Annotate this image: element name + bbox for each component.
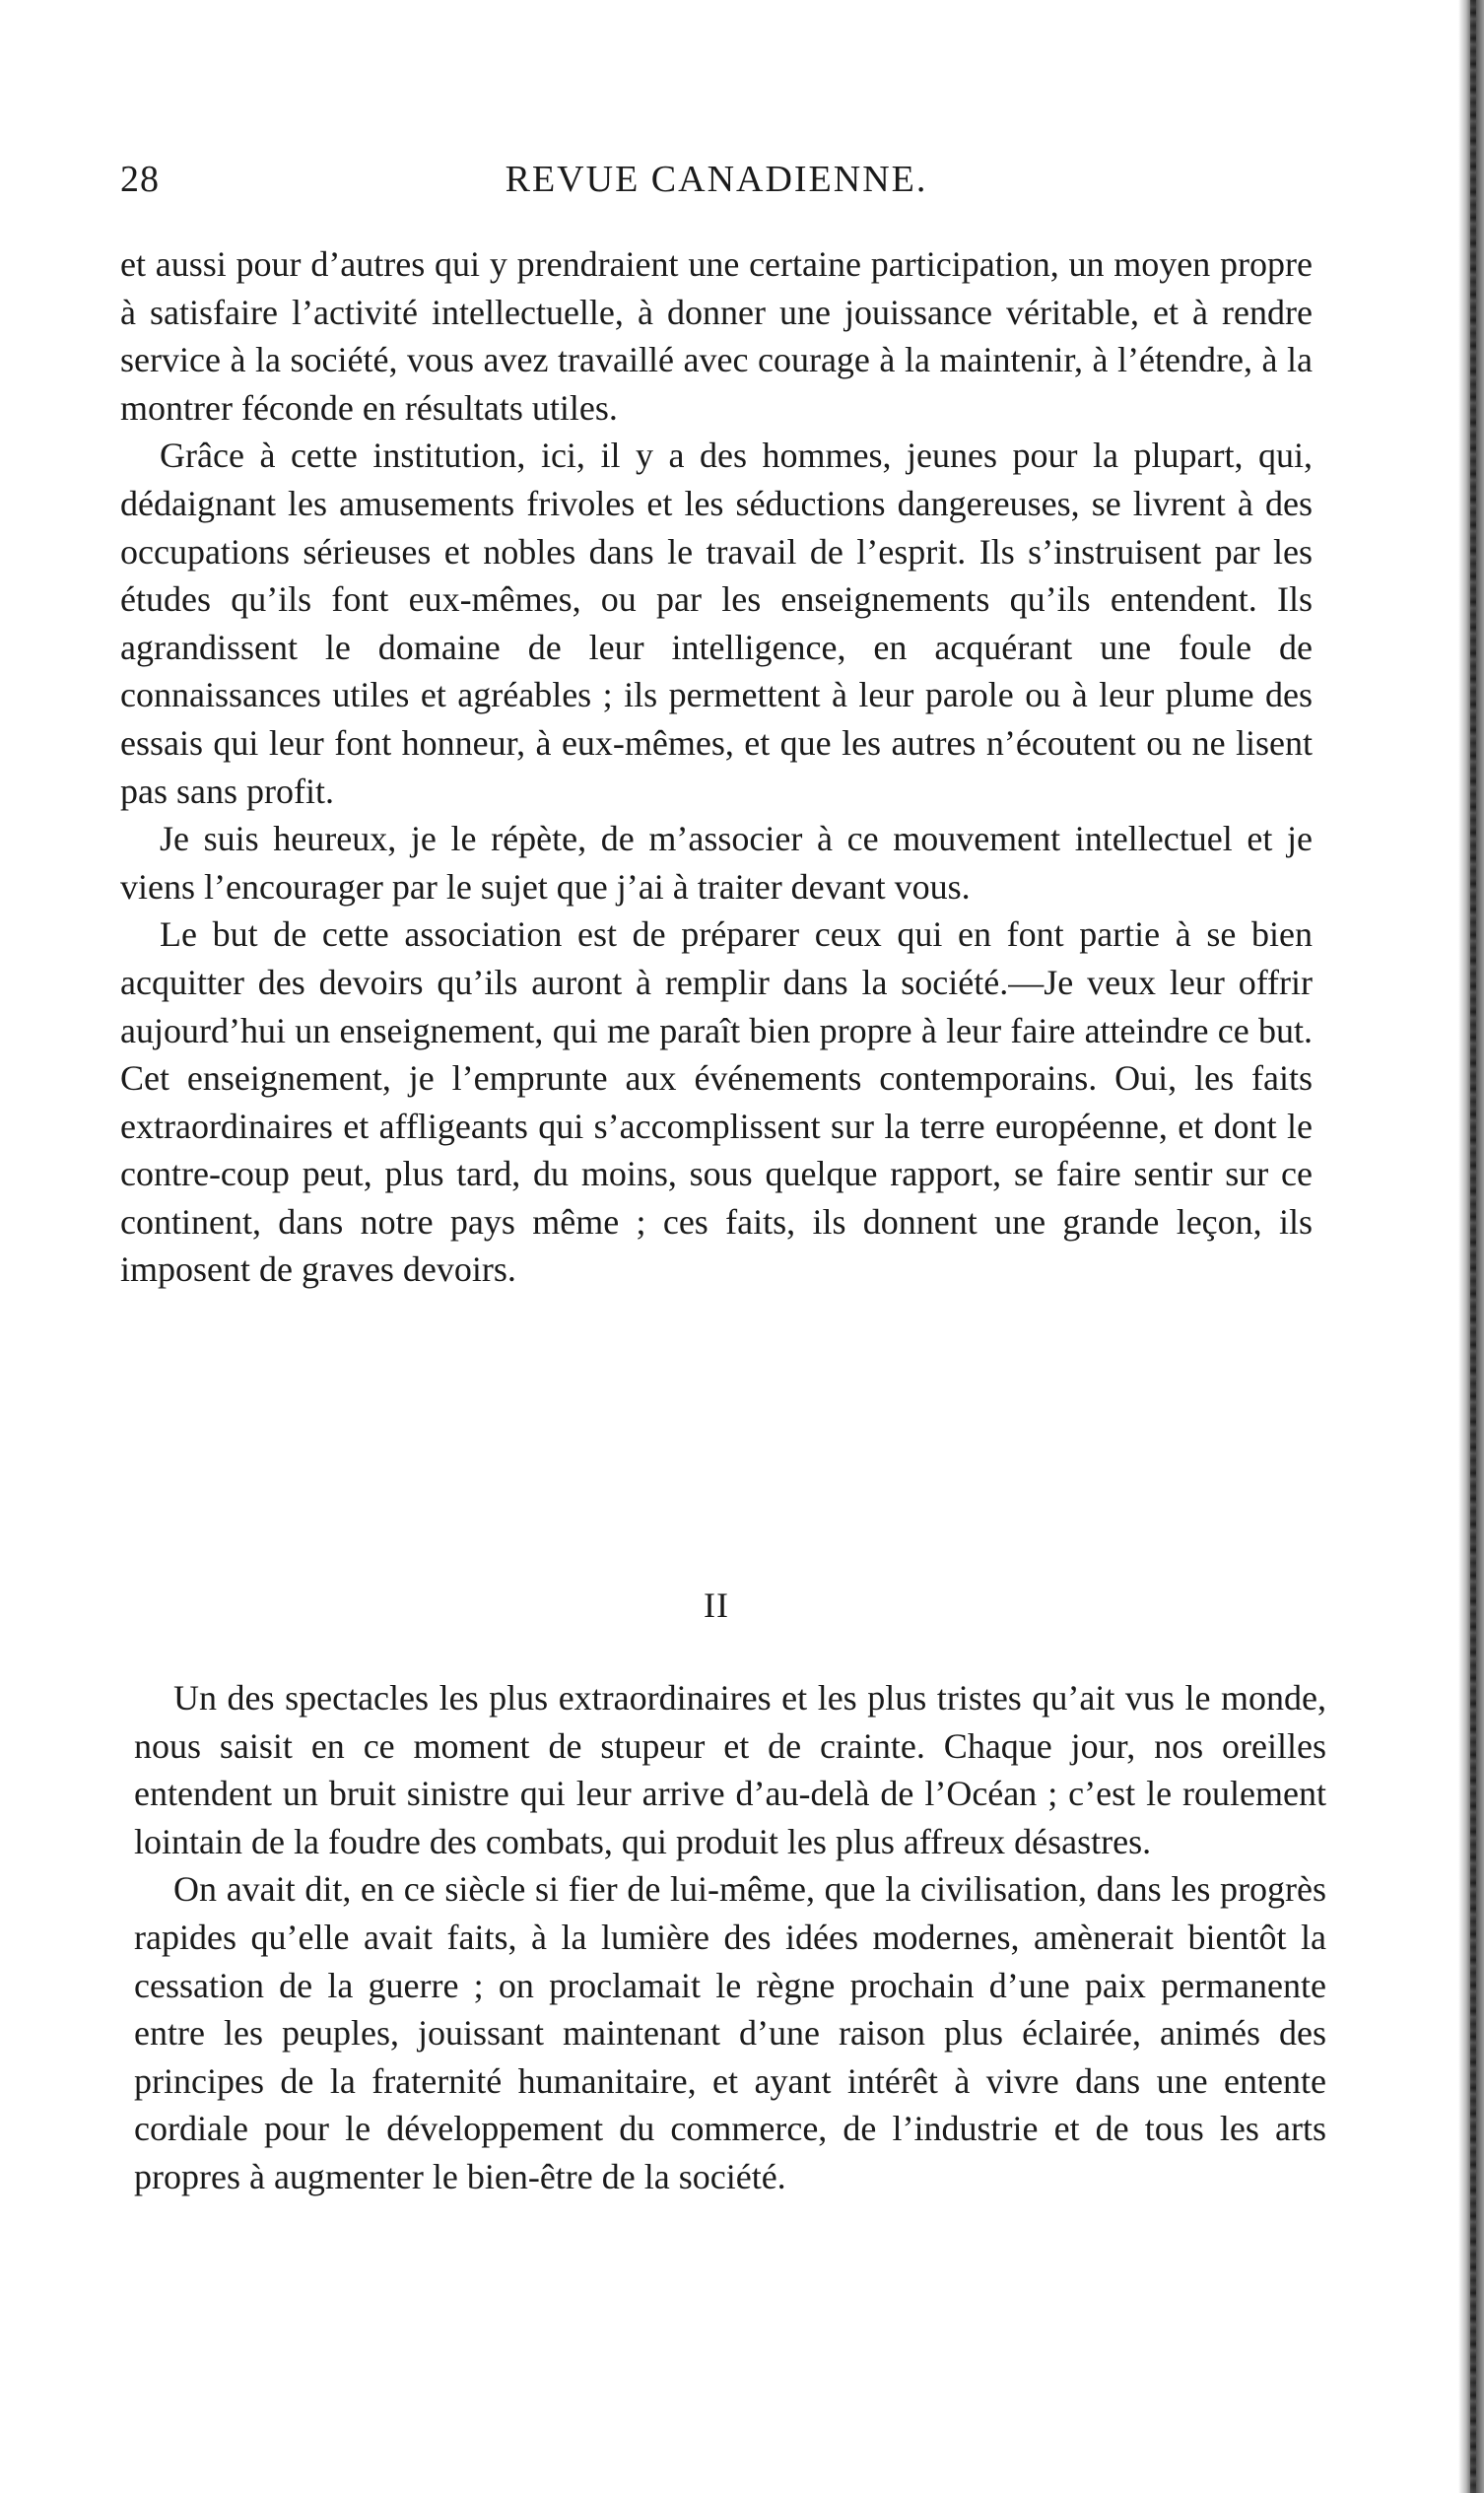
section-heading: II [704, 1585, 729, 1625]
page-header [120, 158, 1313, 217]
paragraph: Le but de cette association est de préparer ceux qui en font partie à se bien acquitter des devoirs qu’ils auront à remplir dans la société.—Je veux leur offrir aujourd’hui un enseignement, qui me paraît bien propre à leur faire atteindre ce but. Cet enseignement, je l’emprunte aux événements contemporains. Oui, les faits extraordinaires et affligeants qui s’accomplissent sur la terre européenne, et dont le contre-coup peut, plus tard, du moins, sous quelque rapport, se faire sentir sur ce continent, dans notre pays même ; ces faits, ils donnent une grande leçon, ils imposent de graves devoirs. [120, 914, 1313, 1290]
paragraph-continuation: et aussi pour d’autres qui y prendraient une certaine participation, un moyen propre à satisfaire l’activité intellectuelle, à donner une jouissance véritable, et à rendre service à la société, vous avez travaillé avec courage à la maintenir, à l’étendre, à la montrer féconde en résultats utiles. [120, 244, 1313, 428]
page-number: 28 [120, 159, 160, 200]
paragraph: Grâce à cette institution, ici, il y a des hommes, jeunes pour la plupart, qui, dédaignant les amusements frivoles et les séductions dangereuses, se livrent à des occupations sérieuses et nobles dans le travail de l’esprit. Ils s’instruisent par les études qu’ils font eux-mêmes, ou par les enseignements qu’ils entendent. Ils agrandissent le domaine de leur intelligence, en acquérant une foule de connaissances utiles et agréables ; ils permettent à leur parole ou à leur plume des essais qui leur font honneur, à eux-mêmes, et que les autres n’écoutent ou ne lisent pas sans profit. [120, 436, 1313, 811]
body-text [120, 240, 1313, 1294]
paragraph: Un des spectacles les plus extraordinaires et les plus tristes qu’ait vus le monde, nous saisit en ce moment de stupeur et de crainte. Chaque jour, nos oreilles entendent un bruit sinistre qui leur arrive d’au-delà de l’Océan ; c’est le roulement lointain de la foudre des combats, qui produit les plus affreux désastres. [134, 1678, 1326, 1861]
running-title: REVUE CANADIENNE. [505, 159, 928, 200]
section-text [134, 1674, 1326, 2201]
paragraph: On avait dit, en ce siècle si fier de lui-même, que la civilisation, dans les progrès rapides qu’elle avait faits, à la lumière des idées modernes, amènerait bientôt la cessation de la guerre ; on proclamait le règne prochain d’une paix permanente entre les peuples, jouissant maintenant d’une raison plus éclairée, animés des principes de la fraternité humanitaire, et ayant intérêt à vivre dans une entente cordiale pour le développement du commerce, de l’industrie et de tous les arts propres à augmenter le bien-être de la société. [134, 1869, 1326, 2196]
paragraph: Je suis heureux, je le répète, de m’associer à ce mouvement intellectuel et je viens l’encourager par le sujet que j’ai à traiter devant vous. [120, 819, 1313, 907]
page-edge-binding [1470, 0, 1476, 2493]
